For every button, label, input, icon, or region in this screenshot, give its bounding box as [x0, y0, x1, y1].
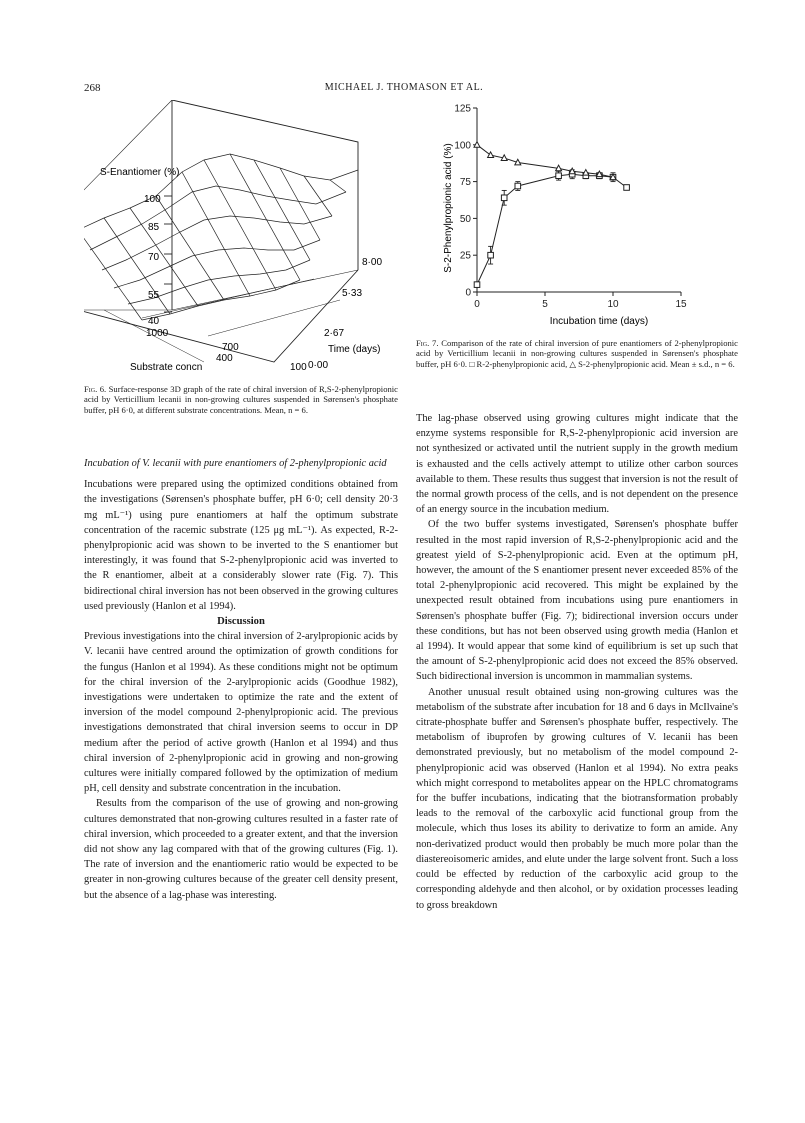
paragraph: Of the two buffer systems investigated, Sørensen's phosphate buffer resulted in the most rapid inversion of R,S-2-phenylpropionic acid and the greatest yield of S-2-phenylpropionic acid. Even at the optimum pH, however, the amount of the S enantiomer present never exceeded 85% of the total 2-phenylpropionic acid recovered. This might be explained by the unexpected result obtained from incubations using pure enantiomers in Sørensen's phosphate buffer (Fig. 7); bidirectional inversion occurs under these conditions, but has not been observed using growth media (Hanlon et al 1994). It would appear that some kind of equilibrium is set up such that the amount of S-2-phenylpropionic acid does not exceed the 85% observed. Such bidirectional inversion is uncommon in mammalian systems.	[416, 519, 738, 683]
paragraph: Results from the comparison of the use of growing and non-growing cultures demonstrated that non-growing cultures resulted in a faster rate of chiral inversion, which proceeded to a greater extent, and that the inversion did not show any lag compared with that of the growing cultures (Fig. 1). The rate of inversion and the enantiomeric ratio would be expected to be greater in non-growing cultures because of the greater cell density present, but the absence of a lag-phase was interesting.	[84, 798, 398, 901]
z-axis-title: S-Enantiomer (%)	[100, 167, 180, 178]
substrate-axis-label: Substrate concn	[130, 362, 203, 373]
figure-7-chart	[416, 100, 736, 335]
figure-6-label: Fig. 6.	[84, 384, 107, 394]
left-column	[84, 456, 398, 903]
z-tick-70: 70	[148, 252, 160, 263]
time-tick-5: 5·33	[342, 288, 363, 299]
y-tick-label: 100	[454, 140, 471, 152]
r-enantiomer-point	[488, 252, 494, 258]
chart-marks	[474, 142, 629, 288]
substrate-tick-400: 400	[216, 353, 233, 364]
r-enantiomer-point	[515, 183, 521, 189]
x-tick-label: 0	[474, 299, 480, 310]
z-tick-55: 55	[148, 290, 160, 301]
time-tick-2: 2·67	[324, 328, 345, 339]
r-enantiomer-point	[501, 195, 507, 201]
time-axis-label: Time (days)	[328, 344, 381, 355]
paragraph: Previous investigations into the chiral inversion of 2-arylpropionic acids by V. lecanii have centred around the optimization of growth conditions for the fungus (Hanlon et al 1994). As these conditions might not be optimum for the chiral inversion of the 2-arylpropionic acids (Goodhue 1982), investigations were undertaken to optimize the rate and the extent of inversion of the model compound 2-phenylpropionic acid. The previous investigations demonstrated that chiral inversion seems to occur in DP medium after the period of active growth (Hanlon et al 1994) and thus chiral inversion of 2-phenylpropionic acid in growing and non-growing cultures were initially compared followed by the optimization of medium pH, cell density and substrate concentration in the incubation.	[84, 631, 398, 795]
s-enantiomer-point	[488, 152, 494, 158]
z-tick-100: 100	[144, 194, 161, 205]
y-tick-label: 50	[459, 213, 471, 225]
y-tick-label: 75	[459, 177, 471, 189]
figure-6-surface-plot	[84, 100, 400, 385]
x-tick-label: 15	[675, 299, 687, 310]
figure-6-caption	[84, 384, 398, 415]
figure-7-caption-text: Comparison of the rate of chiral inversion of pure enantiomers of 2-phenylpropionic acid by Verticillium lecanii in non-growing cultures suspended in Sørensen's phosphate buffer, pH 6·0. □ R-2-phenylpropionic acid, △ S-2-phenylpropionic acid. Mean ± s.d., n = 6.	[416, 338, 738, 369]
figure-7-caption	[416, 338, 738, 369]
r-enantiomer-point	[556, 173, 562, 179]
s-enantiomer-line	[477, 145, 613, 177]
figure-7-label: Fig. 7.	[416, 338, 439, 348]
page-number: 268	[84, 82, 101, 94]
time-tick-8: 8·00	[362, 257, 383, 268]
right-column	[416, 411, 738, 913]
substrate-tick-1000: 1000	[146, 328, 169, 339]
running-head: MICHAEL J. THOMASON ET AL.	[324, 82, 484, 93]
x-tick-label: 5	[542, 299, 548, 310]
x-axis-label: Incubation time (days)	[549, 316, 649, 327]
r-enantiomer-line	[477, 174, 627, 284]
paragraph: Incubations were prepared using the optimized conditions obtained from the investigations (Sørensen's phosphate buffer, pH 6·0; cell density 20·3 mg mL⁻¹) using pure enantiomers at half the optimum substrate concentration of the racemic substrate (125 μg mL⁻¹). As expected, R-2-phenylpropionic acid was shown to be inverted to the S enantiomer but interestingly, it was found that S-2-phenylpropionic acid was inverted to the R enantiomer, albeit at a considerably slower rate (Fig. 7). This bidirectional chiral inversion has not been observed in the growing cultures used previously (Hanlon et al 1994).	[84, 479, 398, 612]
figure-6-caption-text: Surface-response 3D graph of the rate of chiral inversion of R,S-2-phenylpropionic acid by Verticillium lecanii in non-growing cultures suspended in Sørensen's phosphate buffer, pH 6·0, at different substrate concentrations. Mean, n = 6.	[84, 384, 398, 415]
y-tick-label: 25	[459, 250, 471, 262]
paragraph: The lag-phase observed using growing cultures might indicate that the enzyme systems responsible for R,S-2-phenylpropionic acid inversion are not synthesized or activated until the nutrient supply in the growth medium is exhausted and the cells actively attempt to utilize other carbon sources available to them. These results thus suggest that inversion is not the result of the normal growth process of the cells, and is not dependent on the presence of an energy source in the incubation medium.	[416, 413, 738, 516]
substrate-tick-700: 700	[222, 342, 239, 353]
paragraph: Another unusual result obtained using non-growing cultures was the metabolism of the substrate after incubation for 18 and 6 days in McIlvaine's citrate-phosphate buffer and Sørensen's phosphate buffer, respectively. The metabolism of ibuprofen by growing cultures of V. lecanii has been demonstrated previously, but no metabolism of the model compound 2-phenylpropionic acid was observed (Hanlon et al 1994). No extra peaks which might correspond to metabolites appear on the HPLC chromatograms for the buffer incubations, indicating that the biotransformation probably leads to the removal of the carboxylic acid functional group from the molecule, which thus loses its ability to derivatize to form an amide. Any non-derivatized product would then probably be much more polar than the diastereoisomeric amides, and elute under the large solvent front. Such a loss could be effected by reduction of the carboxylic acid group to the corresponding aldehyde and then alcohol, or by oxidation processes leading to gross breakdown	[416, 686, 738, 911]
y-tick-label: 125	[454, 103, 471, 115]
z-tick-40: 40	[148, 316, 160, 327]
page-header	[84, 82, 724, 98]
time-tick-0: 0·00	[308, 360, 329, 371]
y-tick-label: 0	[465, 287, 471, 299]
chart-axes	[454, 104, 687, 311]
section-heading-discussion: Discussion	[217, 616, 265, 628]
z-tick-85: 85	[148, 222, 160, 233]
r-enantiomer-point	[474, 282, 480, 288]
r-enantiomer-point	[624, 185, 630, 191]
y-axis-label: S-2-Phenylpropionic acid (%)	[443, 143, 454, 273]
x-tick-label: 10	[607, 299, 619, 310]
substrate-tick-100: 100	[290, 362, 307, 373]
subheading: Incubation of V. lecanii with pure enantiomers of 2-phenylpropionic acid	[84, 458, 387, 469]
